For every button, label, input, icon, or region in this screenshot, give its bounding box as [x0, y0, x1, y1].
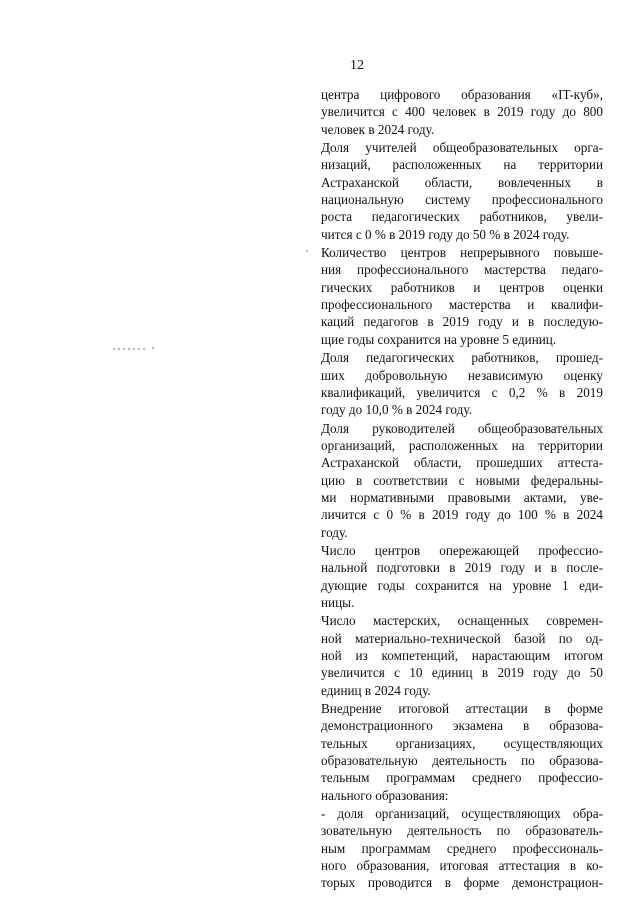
paragraph — [321, 86, 603, 138]
scan-artifact — [113, 348, 147, 350]
text-line: ших добровольную независимую оценку — [321, 367, 603, 383]
text-line: дующие годы сохранится на уровне 1 еди- — [321, 577, 603, 593]
text-line: гических работников и центров оценки — [321, 279, 603, 295]
text-line: Доля руководителей общеобразовательных — [321, 420, 603, 436]
text-line: тельным программам среднего профессио- — [321, 770, 603, 786]
text-line: Астраханской области, вовлеченных в — [321, 174, 603, 190]
text-line: увеличится с 10 единиц в 2019 году до 50 — [321, 665, 603, 681]
paragraph — [321, 542, 603, 611]
scan-artifact — [306, 250, 308, 252]
paragraph — [321, 244, 603, 348]
text-line: ной материально-технической базой по од- — [321, 630, 603, 646]
text-line: зовательную деятельность по образователь- — [321, 823, 603, 839]
text-line: ным программам среднего профессиональ- — [321, 840, 603, 856]
text-line: нальной подготовки в 2019 году и в после- — [321, 560, 603, 576]
text-line: ми нормативными правовыми актами, уве- — [321, 489, 603, 505]
text-line: Число мастерских, оснащенных современ- — [321, 613, 603, 629]
text-line: Доля педагогических работников, прошед- — [321, 350, 603, 366]
text-column — [321, 86, 603, 893]
paragraph — [321, 612, 603, 699]
text-line: увеличится с 400 человек в 2019 году до 800 — [321, 104, 603, 120]
text-line: каций педагогов в 2019 году и в последую- — [321, 314, 603, 330]
text-line: квалификаций, увеличится с 0,2 % в 2019 — [321, 384, 603, 400]
text-line: году. — [321, 524, 348, 540]
text-line: тельных организациях, осуществляющих — [321, 735, 603, 751]
page-number: 12 — [350, 58, 364, 73]
paragraph — [321, 805, 603, 892]
text-line: профессионального мастерства и квалифи- — [321, 297, 603, 313]
text-line: национальную систему профессионального — [321, 192, 603, 208]
text-line: Доля учителей общеобразовательных орга- — [321, 140, 603, 156]
text-line: щие годы сохранится на уровне 5 единиц. — [321, 331, 557, 347]
text-line: Астраханской области, прошедших аттеста- — [321, 455, 603, 471]
text-line: ния профессионального мастерства педаго- — [321, 262, 603, 278]
text-line: чится с 0 % в 2019 году до 50 % в 2024 году. — [321, 226, 570, 242]
text-line: ного образования, итоговая аттестация в ко- — [321, 858, 603, 874]
text-line: Число центров опережающей профессио- — [321, 542, 603, 558]
text-line: человек в 2024 году. — [321, 121, 435, 137]
text-line: образовательную деятельность по образова- — [321, 753, 603, 769]
text-line: цию в соответствии с новыми федеральны- — [321, 472, 603, 488]
text-line: личится с 0 % в 2019 году до 100 % в 2024 — [321, 507, 603, 523]
text-line: демонстрационного экзамена в образова- — [321, 718, 603, 734]
paragraph — [321, 420, 603, 541]
paragraph — [321, 700, 603, 804]
text-line: торых проводится в форме демонстрацион- — [321, 875, 603, 891]
text-line: Количество центров непрерывного повыше- — [321, 245, 603, 261]
text-line: ницы. — [321, 594, 355, 610]
text-line: организаций, расположенных на территории — [321, 437, 603, 453]
scan-artifact — [152, 347, 154, 349]
text-line: центра цифрового образования «IT-куб», — [321, 87, 603, 102]
text-line: роста педагогических работников, увели- — [321, 209, 603, 225]
paragraph — [321, 349, 603, 418]
text-line: ной из компетенций, нарастающим итогом — [321, 648, 603, 663]
paragraph — [321, 139, 603, 243]
text-line: единиц в 2024 году. — [321, 682, 431, 698]
text-line: году до 10,0 % в 2024 году. — [321, 402, 472, 418]
text-line: Внедрение итоговой аттестации в форме — [321, 701, 603, 717]
text-line: низаций, расположенных на территории — [321, 157, 603, 173]
text-line: - доля организаций, осуществляющих обра- — [321, 806, 603, 822]
text-line: нального образования: — [321, 787, 449, 803]
